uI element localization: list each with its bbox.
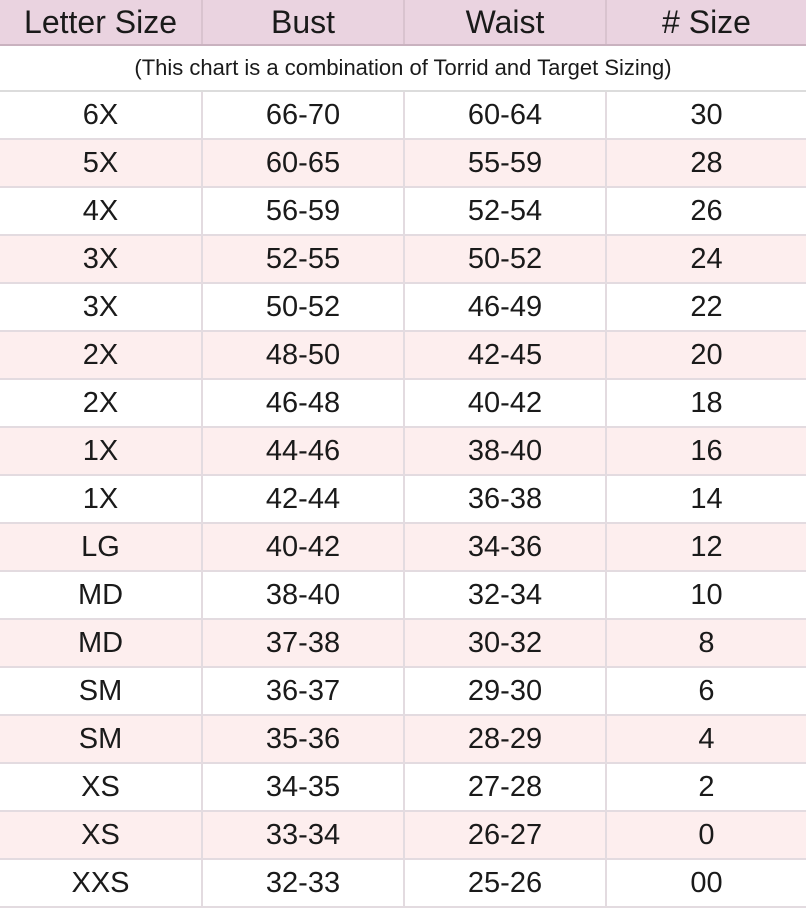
table-row [0,187,806,235]
number-size-cell: 8 [606,619,806,667]
table-row [0,379,806,427]
number-size-cell: 14 [606,475,806,523]
number-size-cell: 20 [606,331,806,379]
number-size-cell: 16 [606,427,806,475]
number-size-cell: 4 [606,715,806,763]
bust-cell: 44-46 [202,427,404,475]
bust-cell: 32-33 [202,859,404,907]
bust-cell: 36-37 [202,667,404,715]
letter-size-cell: 3X [0,283,202,331]
waist-cell: 55-59 [404,139,606,187]
bust-cell: 46-48 [202,379,404,427]
waist-cell: 27-28 [404,763,606,811]
bust-cell: 40-42 [202,523,404,571]
table-row [0,811,806,859]
letter-size-cell: SM [0,715,202,763]
bust-cell: 50-52 [202,283,404,331]
waist-cell: 46-49 [404,283,606,331]
letter-size-cell: MD [0,619,202,667]
number-size-cell: 26 [606,187,806,235]
number-size-cell: 2 [606,763,806,811]
header-number-size: # Size [606,0,806,45]
letter-size-cell: 2X [0,379,202,427]
chart-note: (This chart is a combination of Torrid and Target Sizing) [0,45,806,91]
waist-cell: 42-45 [404,331,606,379]
bust-cell: 33-34 [202,811,404,859]
table-row [0,715,806,763]
number-size-cell: 24 [606,235,806,283]
bust-cell: 56-59 [202,187,404,235]
number-size-cell: 22 [606,283,806,331]
header-bust: Bust [202,0,404,45]
table-row [0,619,806,667]
waist-cell: 60-64 [404,91,606,139]
table-row [0,475,806,523]
letter-size-cell: MD [0,571,202,619]
header-letter-size: Letter Size [0,0,202,45]
waist-cell: 52-54 [404,187,606,235]
bust-cell: 42-44 [202,475,404,523]
header-waist: Waist [404,0,606,45]
letter-size-cell: LG [0,523,202,571]
letter-size-cell: 4X [0,187,202,235]
waist-cell: 34-36 [404,523,606,571]
number-size-cell: 18 [606,379,806,427]
number-size-cell: 28 [606,139,806,187]
header-row [0,0,806,45]
letter-size-cell: XS [0,811,202,859]
bust-cell: 48-50 [202,331,404,379]
letter-size-cell: 5X [0,139,202,187]
letter-size-cell: 1X [0,475,202,523]
table-row [0,523,806,571]
letter-size-cell: 6X [0,91,202,139]
waist-cell: 38-40 [404,427,606,475]
waist-cell: 30-32 [404,619,606,667]
table-row [0,859,806,907]
table-row [0,91,806,139]
number-size-cell: 0 [606,811,806,859]
waist-cell: 50-52 [404,235,606,283]
table-row [0,427,806,475]
number-size-cell: 30 [606,91,806,139]
table-row [0,763,806,811]
letter-size-cell: 2X [0,331,202,379]
waist-cell: 36-38 [404,475,606,523]
table-row [0,571,806,619]
letter-size-cell: SM [0,667,202,715]
note-row [0,45,806,91]
bust-cell: 34-35 [202,763,404,811]
letter-size-cell: XXS [0,859,202,907]
waist-cell: 28-29 [404,715,606,763]
waist-cell: 25-26 [404,859,606,907]
bust-cell: 38-40 [202,571,404,619]
bust-cell: 52-55 [202,235,404,283]
bust-cell: 60-65 [202,139,404,187]
number-size-cell: 10 [606,571,806,619]
bust-cell: 37-38 [202,619,404,667]
table-row [0,667,806,715]
table-row [0,235,806,283]
waist-cell: 40-42 [404,379,606,427]
table-row [0,139,806,187]
number-size-cell: 6 [606,667,806,715]
waist-cell: 26-27 [404,811,606,859]
bust-cell: 66-70 [202,91,404,139]
letter-size-cell: XS [0,763,202,811]
table-body [0,45,806,907]
waist-cell: 29-30 [404,667,606,715]
letter-size-cell: 1X [0,427,202,475]
table-row [0,331,806,379]
number-size-cell: 00 [606,859,806,907]
number-size-cell: 12 [606,523,806,571]
letter-size-cell: 3X [0,235,202,283]
waist-cell: 32-34 [404,571,606,619]
table-row [0,283,806,331]
bust-cell: 35-36 [202,715,404,763]
